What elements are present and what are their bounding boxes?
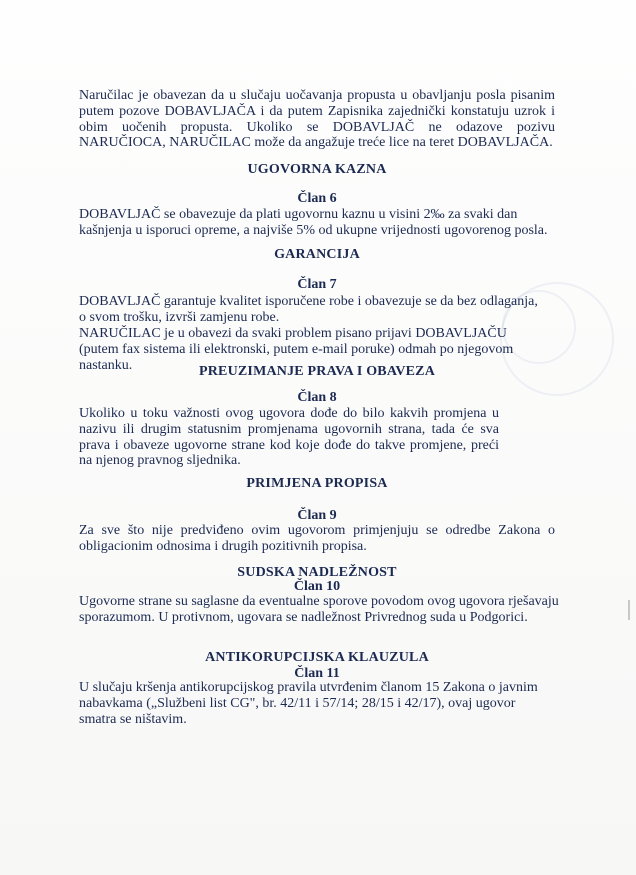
article-11-number: Član 11 [294,666,340,681]
heading-garancija: GARANCIJA [274,247,360,262]
article-6-number: Član 6 [297,191,337,206]
heading-antikorupcijska: ANTIKORUPCIJSKA KLAUZULA [205,650,429,665]
article-11-text: U slučaju kršenja antikorupcijskog pravila utvrđenim članom 15 Zakona o javnim nabavkama („Službeni list CG", br. 42/11 i 57/14; 28/15 i 42/17), ovaj ugovor smatra se ništavim. [79,680,538,727]
heading-ugovorna-kazna: UGOVORNA KAZNA [247,162,387,177]
article-9-number: Član 9 [297,508,337,523]
article-10-text: Ugovorne strane su saglasne da eventualne sporove povodom ovog ugovora rješavaju sporazumom. U protivnom, ugovara se nadležnost Privrednog suda u Podgorici. [79,594,559,625]
article-8-number: Član 8 [297,390,337,405]
heading-primjena-propisa: PRIMJENA PROPISA [246,476,388,491]
intro-paragraph: Naručilac je obavezan da u slučaju uočavanja propusta u obavljanju posla pisanim putem pozove DOBAVLJAČA i da putem Zapisnika zajednički konstatuju uzrok i obim uočenih propusta. Ukoliko se DOBAVLJAČ ne odazove pozivu NARUČIOCA, NARUČILAC može da angažuje treće lice na teret DOBAVLJAČA. [79,88,555,151]
article-6-text: DOBAVLJAČ se obavezuje da plati ugovornu kaznu u visini 2‰ za svaki dan kašnjenja u isporuci opreme, a najviše 5% od ukupne vrijednosti ugovorenog posla. [79,207,548,238]
article-10-number: Član 10 [293,579,341,594]
article-8-text: Ukoliko u toku važnosti ovog ugovora dođe do bilo kakvih promjena u nazivu ili drugim statusnim promjenama ugovornih strana, tada će sva prava i obaveze ugovorne strane kod koje dođe do takve promjene, preći na njenog pravnog sljednika. [79,406,499,469]
scan-edge-mark [628,600,630,620]
heading-sudska-nadleznost: SUDSKA NADLEŽNOST [237,565,397,580]
article-7-number: Član 7 [297,277,337,292]
article-9-text: Za sve što nije predviđeno ovim ugovorom primjenjuju se odredbe Zakona o obligacionim odnosima i drugih pozitivnih propisa. [79,523,555,554]
heading-preuzimanje: PREUZIMANJE PRAVA I OBAVEZA [198,364,436,379]
article-7-text-1: DOBAVLJAČ garantuje kvalitet isporučene robe i obavezuje se da bez odlaganja, o svom trošku, izvrši zamjenu robe. [79,294,538,325]
article-7-text-2: NARUČILAC je u obavezi da svaki problem pisano prijavi DOBAVLJAČU (putem fax sistema ili elektronski, putem e-mail poruke) odmah po njegovom nastanku. [79,326,514,373]
